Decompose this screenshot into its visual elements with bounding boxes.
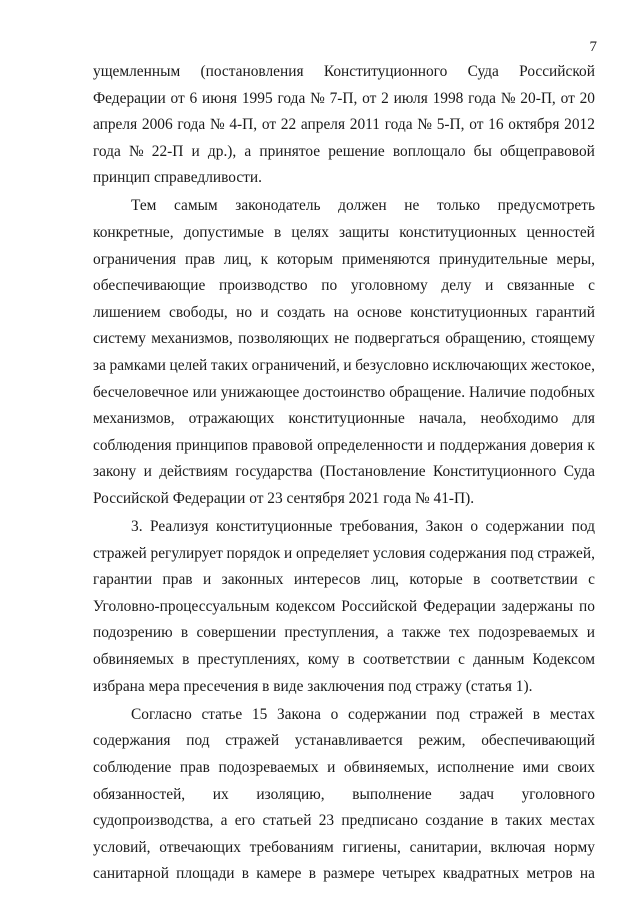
- word: 2012: [564, 116, 595, 134]
- word: обвиняемых,: [343, 758, 429, 776]
- text-line: [93, 59, 595, 86]
- word: 5-П,: [436, 116, 465, 134]
- word: порядок: [226, 544, 281, 562]
- word: преступления,: [284, 624, 379, 642]
- word: которые: [409, 571, 463, 589]
- word: бы: [473, 142, 492, 160]
- word: правовой: [252, 436, 313, 454]
- word: года: [93, 142, 121, 160]
- word: №: [128, 142, 144, 160]
- word: и: [427, 436, 436, 454]
- word: поддержания: [439, 436, 527, 454]
- word: стражей: [469, 705, 524, 723]
- word: бесчеловечное: [93, 383, 189, 401]
- word: №: [209, 116, 225, 134]
- word: допустимые: [183, 224, 264, 242]
- word: с: [588, 571, 595, 589]
- word: доверия: [530, 436, 584, 454]
- word: и: [327, 758, 336, 776]
- word: задержаны: [501, 597, 574, 615]
- word: закону: [93, 463, 137, 481]
- word: в: [241, 865, 250, 883]
- text-line: [93, 486, 595, 513]
- paragraph: [93, 702, 595, 888]
- word: под: [186, 732, 210, 750]
- word: обязанностей,: [93, 785, 186, 803]
- text-line: [93, 808, 595, 835]
- word: с: [458, 651, 465, 669]
- text-line: [93, 406, 595, 433]
- word: Закон: [425, 518, 463, 536]
- word: Российской Федерации от 23 сентября 2021 года № 41-П).: [93, 490, 475, 507]
- text-line: [93, 165, 595, 192]
- word: от: [469, 116, 484, 134]
- word: от: [170, 89, 185, 107]
- word: Конституционного: [323, 63, 448, 80]
- text-line: [93, 861, 595, 888]
- word: самым: [173, 197, 218, 215]
- word: не: [334, 330, 350, 348]
- word: апреля: [300, 116, 346, 134]
- text-line: [93, 541, 595, 568]
- word: таких: [210, 357, 249, 375]
- word: 22: [280, 116, 297, 134]
- word: на: [333, 303, 349, 321]
- word: производство: [219, 277, 308, 295]
- word: соответствии: [362, 651, 450, 669]
- word: избрана мера пресечения в виде заключения под стражу (статья 1).: [93, 677, 533, 695]
- word: или: [192, 383, 217, 401]
- word: стражей: [93, 544, 147, 562]
- word: исключающих: [432, 357, 528, 375]
- word: статье: [201, 705, 243, 723]
- word: подозреваемых: [218, 758, 319, 776]
- word: условия: [372, 544, 426, 562]
- word: требования,: [339, 518, 419, 536]
- word: позволяющих: [238, 330, 329, 348]
- word: гигиены,: [342, 838, 401, 856]
- word: государства: [235, 463, 313, 481]
- word: предписано: [341, 812, 418, 830]
- word: в: [182, 651, 190, 669]
- word: 1995: [241, 89, 273, 107]
- word: и: [485, 277, 494, 295]
- word: года: [277, 89, 306, 107]
- word: жестокое,: [531, 357, 595, 375]
- word: подобных: [529, 383, 595, 401]
- word: ущемленным: [93, 63, 181, 80]
- word: подвергаться: [354, 330, 440, 348]
- text-line: [93, 514, 595, 541]
- word: соблюдение: [93, 758, 172, 776]
- word: обеспечивающие: [93, 277, 206, 295]
- word: регулирует: [150, 544, 223, 562]
- text-line: [93, 755, 595, 782]
- word: должен: [338, 197, 387, 215]
- word: прав: [179, 758, 210, 776]
- word: и: [202, 571, 212, 589]
- word: в: [347, 651, 355, 669]
- word: но: [236, 303, 253, 321]
- word: года: [468, 89, 497, 107]
- word: начала,: [418, 410, 467, 428]
- word: и: [283, 544, 293, 562]
- text-line: [93, 459, 595, 486]
- word: 2: [381, 89, 389, 107]
- word: под: [436, 705, 460, 723]
- word: Российской: [519, 63, 595, 80]
- word: связанные: [506, 277, 575, 295]
- word: достоинство: [303, 383, 386, 401]
- word: действиям: [159, 463, 228, 481]
- text-line: [93, 782, 595, 809]
- paragraph: [93, 59, 595, 192]
- word: включая: [490, 838, 546, 856]
- word: делу: [441, 277, 472, 295]
- word: необходимо: [480, 410, 559, 428]
- word: в: [180, 624, 189, 642]
- word: а: [244, 142, 252, 160]
- text-line: [93, 835, 595, 862]
- word: 23: [318, 812, 335, 830]
- word: №: [500, 89, 516, 107]
- text-line: [93, 433, 595, 460]
- word: за: [93, 357, 106, 375]
- word: и: [260, 303, 269, 321]
- word: уголовному: [350, 277, 428, 295]
- word: данным: [473, 651, 525, 669]
- text-line: [93, 728, 595, 755]
- word: систему: [93, 330, 146, 348]
- word: норму: [554, 838, 595, 856]
- word: соблюдения: [93, 436, 172, 454]
- word: условий,: [93, 838, 151, 856]
- word: и: [586, 624, 595, 642]
- word: под: [510, 544, 534, 562]
- word: воплощало: [392, 142, 466, 160]
- word: Конституционного: [432, 463, 557, 481]
- word: механизмов,: [151, 330, 233, 348]
- text-line: [93, 326, 595, 353]
- word: только: [436, 197, 481, 215]
- word: а: [387, 624, 394, 642]
- paragraph: [93, 193, 595, 512]
- word: определяет: [295, 544, 370, 562]
- word: площади: [176, 865, 235, 883]
- word: задач: [459, 785, 494, 803]
- word: преступлениях,: [197, 651, 300, 669]
- word: в: [473, 571, 481, 589]
- word: обвиняемых: [93, 651, 174, 669]
- word: исполнение: [437, 758, 515, 776]
- word: механизмов,: [93, 410, 175, 428]
- word: (постановления: [200, 63, 304, 80]
- word: их: [212, 785, 229, 803]
- word: в: [274, 224, 282, 242]
- word: в: [490, 812, 499, 830]
- word: 2011: [349, 116, 380, 134]
- word: для: [572, 410, 595, 428]
- word: конституционных: [399, 224, 517, 242]
- word: квадратных: [442, 865, 520, 883]
- word: кодексом: [275, 597, 336, 615]
- word: принятое: [259, 142, 321, 160]
- word: меры,: [556, 250, 595, 268]
- word: Закона: [276, 705, 321, 723]
- word: метров: [526, 865, 573, 883]
- text-line: [93, 247, 595, 274]
- word: местах: [549, 812, 595, 830]
- word: изоляцию,: [256, 785, 325, 803]
- word: уголовного: [521, 785, 595, 803]
- word: Согласно: [131, 705, 192, 723]
- word: судопроизводства,: [93, 812, 214, 830]
- text-line: [93, 193, 595, 220]
- word: законных: [221, 571, 284, 589]
- document-body: [93, 59, 595, 888]
- word: кому: [307, 651, 340, 669]
- word: также: [402, 624, 441, 642]
- word: подозреваемых: [478, 624, 579, 642]
- text-line: [93, 380, 595, 407]
- word: др.),: [207, 142, 237, 160]
- word: стоящему: [531, 330, 595, 348]
- word: а: [220, 812, 228, 830]
- word: 16: [488, 116, 504, 134]
- word: года: [384, 116, 413, 134]
- word: Кодексом: [532, 651, 595, 669]
- word: лишением: [93, 303, 161, 321]
- word: 1998: [432, 89, 464, 107]
- word: подозрению: [93, 624, 173, 642]
- word: обращение.: [389, 383, 466, 401]
- word: конкретные,: [93, 224, 174, 242]
- word: статьей: [262, 812, 312, 830]
- word: от: [560, 89, 575, 107]
- word: в: [308, 865, 316, 883]
- word: ограничений,: [251, 357, 340, 375]
- word: 20-П,: [520, 89, 556, 107]
- word: о: [470, 518, 479, 536]
- word: безусловно: [355, 357, 429, 375]
- word: определенности: [317, 436, 423, 454]
- word: интересов: [293, 571, 361, 589]
- word: совершении: [196, 624, 277, 642]
- word: предусмотреть: [497, 197, 595, 215]
- word: по: [321, 277, 338, 295]
- word: о: [330, 705, 339, 723]
- word: по: [579, 597, 595, 615]
- word: гарантии: [93, 571, 153, 589]
- word: Федерации: [423, 597, 496, 615]
- word: Уголовно-процессуальным: [93, 597, 270, 615]
- word: своих: [557, 758, 595, 776]
- word: от: [261, 116, 277, 134]
- word: прав: [162, 571, 193, 589]
- word: соответствии: [490, 571, 578, 589]
- word: отвечающих: [159, 838, 241, 856]
- word: и: [143, 463, 152, 481]
- word: ими: [522, 758, 549, 776]
- word: содержании: [485, 518, 565, 536]
- word: ценностей: [526, 224, 595, 242]
- text-line: [93, 273, 595, 300]
- text-line: [93, 300, 595, 327]
- word: санитарной: [93, 865, 169, 883]
- text-line: [93, 594, 595, 621]
- text-line: [93, 647, 595, 674]
- word: размере: [323, 865, 375, 883]
- word: содержания: [93, 732, 171, 750]
- word: Федерации: [93, 89, 166, 107]
- word: Тем: [131, 197, 157, 215]
- text-line: [93, 567, 595, 594]
- word: октября: [508, 116, 560, 134]
- word: рамками: [109, 357, 166, 375]
- word: 3.: [131, 518, 143, 536]
- word: года: [177, 116, 206, 134]
- text-line: [93, 674, 595, 701]
- word: на: [579, 865, 595, 883]
- word: апреля: [93, 116, 138, 134]
- word: таких: [505, 812, 543, 830]
- word: стражей: [225, 732, 280, 750]
- word: выполнение: [352, 785, 432, 803]
- word: не: [404, 197, 420, 215]
- text-line: [93, 220, 595, 247]
- word: гарантий: [535, 303, 595, 321]
- word: июля: [393, 89, 428, 107]
- word: 6: [189, 89, 198, 107]
- word: Реализуя: [150, 518, 209, 536]
- word: унижающее: [220, 383, 300, 401]
- word: Суда: [467, 63, 499, 80]
- text-line: [93, 112, 595, 139]
- word: обращению,: [445, 330, 526, 348]
- word: законодатель: [235, 197, 321, 215]
- word: в: [532, 705, 541, 723]
- word: к: [587, 436, 595, 454]
- text-line: [93, 353, 595, 380]
- word: и: [343, 357, 352, 375]
- word: с: [588, 277, 595, 295]
- word: его: [234, 812, 256, 830]
- word: к: [260, 250, 269, 268]
- word: устанавливается: [294, 732, 403, 750]
- word: прав: [184, 250, 215, 268]
- word: 20: [579, 89, 595, 107]
- paragraph: [93, 514, 595, 700]
- word: основе: [357, 303, 402, 321]
- word: свободы,: [168, 303, 228, 321]
- word: и: [191, 142, 200, 160]
- word: июня: [202, 89, 238, 107]
- word: 2006: [141, 116, 173, 134]
- text-line: [93, 86, 595, 113]
- word: создать: [276, 303, 326, 321]
- text-line: [93, 139, 595, 166]
- word: 4-П,: [229, 116, 258, 134]
- word: отражающих: [188, 410, 275, 428]
- word: ограничения: [93, 250, 177, 268]
- text-line: [93, 620, 595, 647]
- word: конституционные: [215, 518, 333, 536]
- word: применяются: [341, 250, 431, 268]
- word: содержании: [347, 705, 427, 723]
- word: которым: [276, 250, 334, 268]
- word: принцип справедливости.: [93, 169, 262, 187]
- word: принципов: [175, 436, 248, 454]
- word: №: [417, 116, 432, 134]
- word: под: [571, 518, 595, 536]
- word: режим,: [418, 732, 466, 750]
- word: требованиям: [249, 838, 334, 856]
- word: лиц,: [370, 571, 399, 589]
- word: (Постановление: [319, 463, 426, 481]
- word: тех: [448, 624, 471, 642]
- word: содержания: [429, 544, 507, 562]
- word: конституционные: [288, 410, 405, 428]
- word: 22-П: [151, 142, 184, 160]
- word: Российской: [341, 597, 418, 615]
- word: санитарии,: [409, 838, 482, 856]
- word: решение: [328, 142, 385, 160]
- page-number: 7: [589, 39, 597, 55]
- word: Наличие: [469, 383, 526, 401]
- word: целей: [169, 357, 208, 375]
- word: защиты: [339, 224, 390, 242]
- word: четырех: [381, 865, 436, 883]
- word: 7-П,: [329, 89, 358, 107]
- word: Суда: [563, 463, 595, 481]
- word: обеспечивающий: [481, 732, 595, 750]
- word: 15: [251, 705, 268, 723]
- word: камере: [256, 865, 302, 883]
- word: принудительные: [438, 250, 548, 268]
- word: целях: [291, 224, 329, 242]
- word: общеправовой: [499, 142, 595, 160]
- word: от: [362, 89, 377, 107]
- word: лиц,: [223, 250, 252, 268]
- word: конституционных: [410, 303, 528, 321]
- text-line: [93, 702, 595, 729]
- word: местах: [549, 705, 595, 723]
- word: создание: [425, 812, 484, 830]
- word: стражей,: [537, 544, 595, 562]
- word: №: [310, 89, 325, 107]
